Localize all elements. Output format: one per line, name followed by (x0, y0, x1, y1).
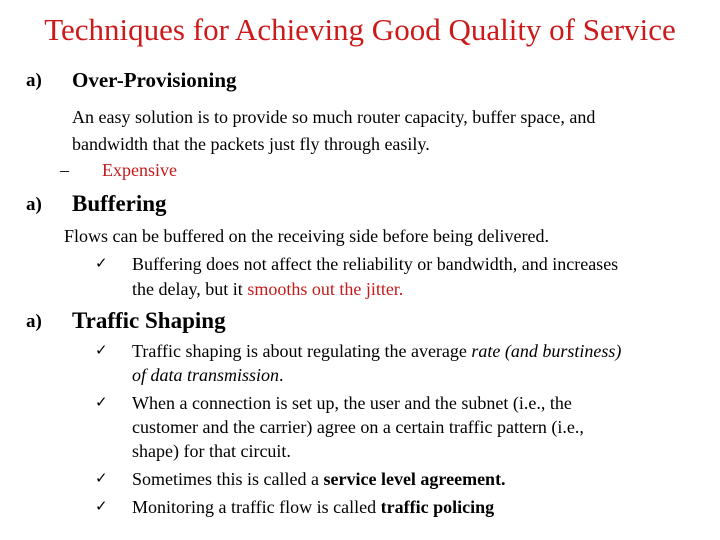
plain-text: Traffic shaping is about regulating the average (132, 341, 472, 361)
check-bullet-text (132, 494, 494, 521)
italic-text: rate (and burstiness) (471, 341, 622, 361)
check-icon: ✓ (95, 254, 108, 272)
plain-text: the delay, but it (132, 279, 248, 299)
slide-title: Techniques for Achieving Good Quality of Service (44, 12, 676, 47)
section-heading: Over-Provisioning (72, 68, 237, 92)
body-line: bandwidth that the packets just fly through easily. (72, 134, 430, 154)
check-bullet-text (132, 466, 506, 493)
check-bullet-text: When a connection is set up, the user and the subnet (i.e., the (132, 393, 572, 413)
check-icon: ✓ (95, 469, 108, 487)
plain-text: . (279, 365, 284, 385)
check-bullet-text: shape) for that circuit. (132, 441, 291, 461)
dash-bullet-icon: – (60, 160, 69, 180)
check-bullet-text (132, 276, 403, 303)
check-bullet-text: Buffering does not affect the reliability or bandwidth, and increases (132, 254, 619, 274)
sub-bullet-text: Expensive (102, 160, 177, 180)
section-heading: Buffering (72, 191, 167, 216)
check-icon: ✓ (95, 341, 108, 359)
check-bullet-text (132, 338, 621, 365)
italic-text: of data transmission (132, 365, 280, 385)
section-marker: a) (26, 194, 42, 215)
plain-text: Sometimes this is called a (132, 469, 324, 489)
section-marker: a) (26, 311, 42, 332)
body-line: An easy solution is to provide so much router capacity, buffer space, and (72, 107, 596, 127)
section-marker: a) (26, 70, 42, 91)
plain-text: Monitoring a traffic flow is called (132, 497, 381, 517)
section-heading: Traffic Shaping (72, 308, 226, 333)
bold-text: service level agreement. (323, 469, 506, 489)
body-line: Flows can be buffered on the receiving side before being delivered. (64, 226, 549, 246)
bold-text: traffic policing (380, 497, 495, 517)
highlight-text: smooths out the jitter. (247, 279, 404, 299)
check-bullet-text (132, 362, 284, 389)
check-bullet-text: customer and the carrier) agree on a certain traffic pattern (i.e., (132, 417, 584, 437)
check-icon: ✓ (95, 497, 108, 515)
check-icon: ✓ (95, 393, 108, 411)
